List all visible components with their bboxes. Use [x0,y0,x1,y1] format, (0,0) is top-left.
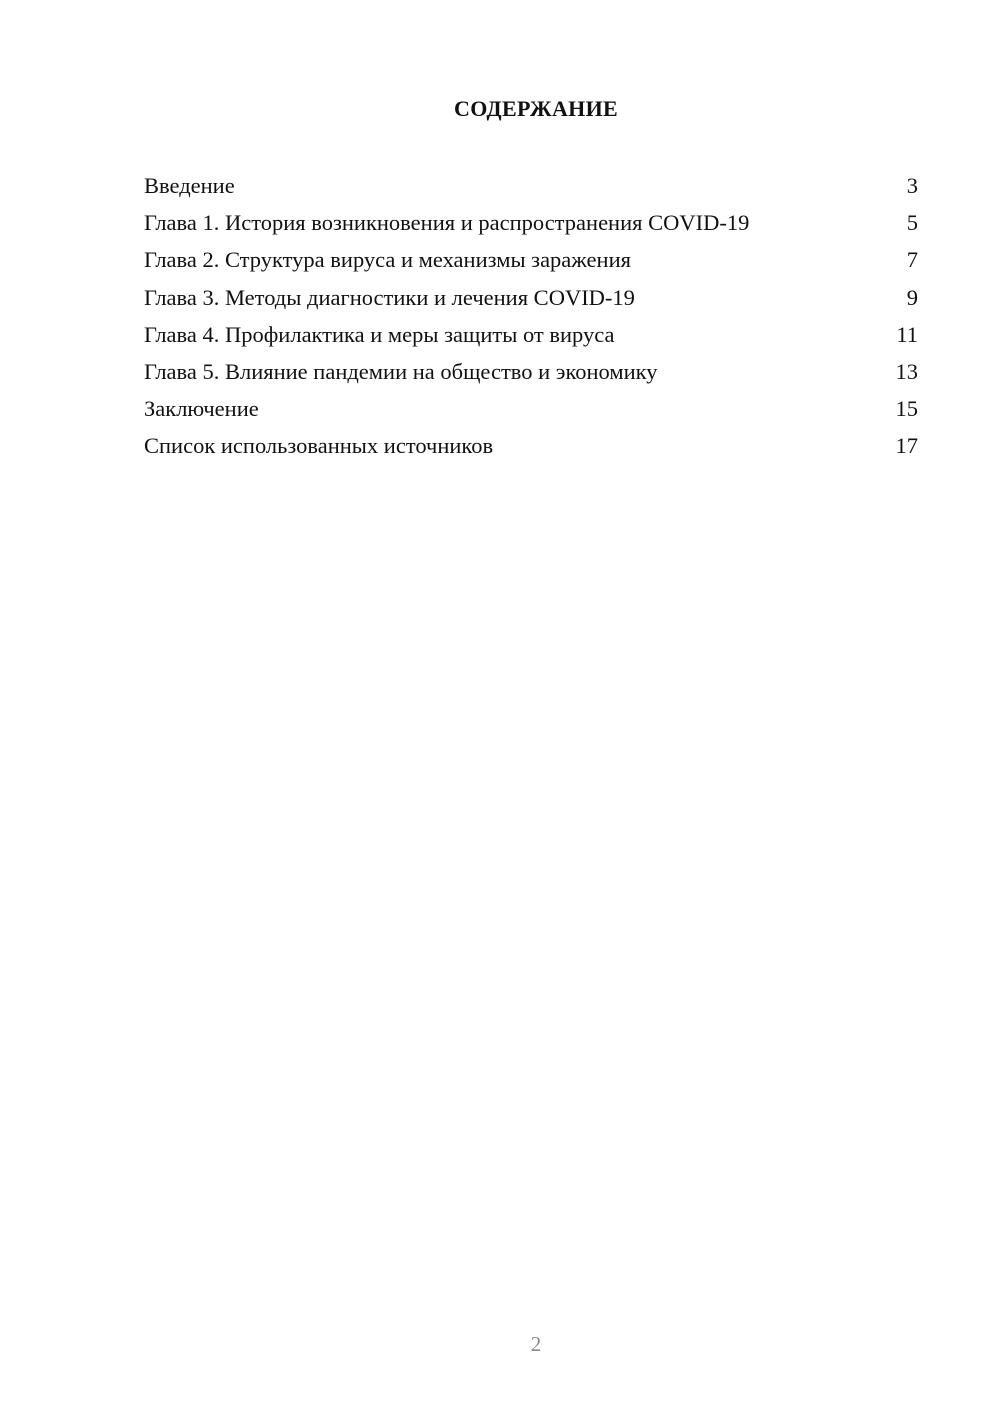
toc-list [144,167,918,465]
toc-entry-label: Введение [144,173,235,198]
page-number: 2 [530,1332,542,1356]
toc-entry-page: 5 [906,210,918,236]
toc-entry-label: Заключение [144,396,259,422]
toc-entry-page: 7 [906,247,918,273]
toc-entry-label: Глава 2. Структура вируса и механизмы заражения [144,247,631,273]
toc-entry-references [144,427,918,464]
toc-entry-chapter-1 [144,204,918,241]
toc-entry-label: Глава 3. Методы диагностики и лечения COVID-19 [144,284,635,310]
toc-entry-chapter-3 [144,279,918,316]
toc-entry-page: 13 [895,358,918,384]
toc-entry-page: 9 [906,284,918,310]
toc-entry-page: 3 [906,173,918,198]
toc-entry-label: Глава 5. Влияние пандемии на общество и экономику [144,358,658,384]
toc-entry-page: 17 [895,433,918,459]
toc-title: СОДЕРЖАНИЕ [454,96,618,121]
toc-entry-chapter-4 [144,316,918,353]
toc-entry-chapter-2 [144,241,918,278]
toc-entry-label: Глава 1. История возникновения и распространения COVID-19 [144,210,750,236]
toc-entry-page: 15 [895,396,918,422]
toc-entry-conclusion [144,390,918,427]
toc-entry-label: Глава 4. Профилактика и меры защиты от вируса [144,321,615,347]
toc-entry-introduction [144,167,918,204]
toc-entry-page: 11 [896,321,918,347]
toc-entry-chapter-5 [144,353,918,390]
toc-entry-label: Список использованных источников [144,433,494,459]
